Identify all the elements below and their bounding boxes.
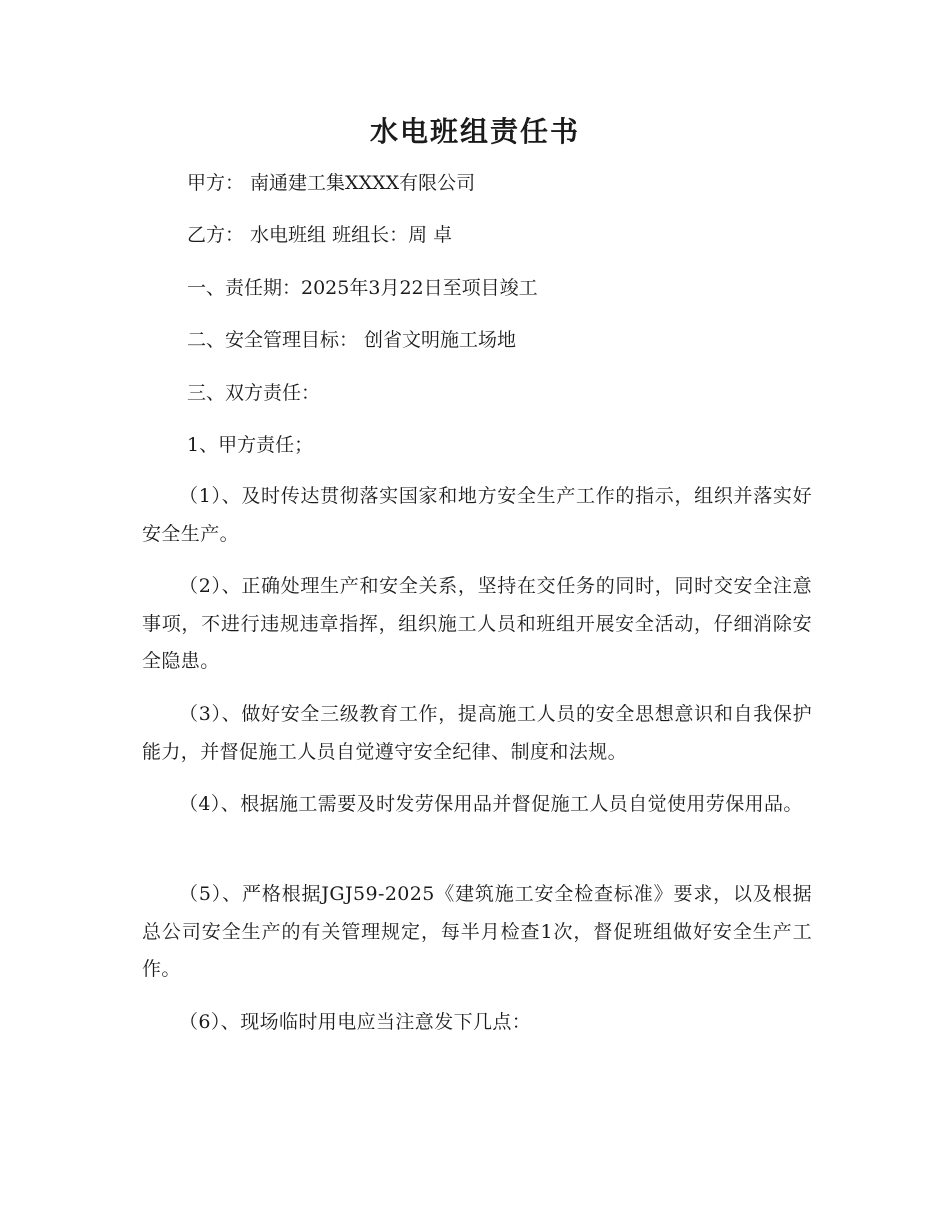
mutual-responsibilities-heading: 三、双方责任： [187, 382, 321, 404]
clause-1: （1）、及时传达贯彻落实国家和地方安全生产工作的指示，组织并落实好安全生产。 [142, 485, 812, 545]
clause-5: （5）、严格根据JGJ59-2025《建筑施工安全检查标准》要求，以及根据总公司安全生产的有关管理规定，每半月检查1次，督促班组做好安全生产工作。 [142, 883, 812, 980]
party-a-line: 甲方： 南通建工集XXXX有限公司 [187, 172, 476, 194]
party-b-line: 乙方： 水电班组 班组长：周 卓 [187, 224, 453, 246]
responsibility-period: 一、责任期：2025年3月22日至项目竣工 [187, 277, 538, 299]
clause-4: （4）、根据施工需要及时发劳保用品并督促施工人员自觉使用劳保用品。 [179, 793, 803, 815]
clause-3: （3）、做好安全三级教育工作，提高施工人员的安全思想意识和自我保护能力，并督促施工人员自觉遵守安全纪律、制度和法规。 [142, 703, 812, 763]
document-title: 水电班组责任书 [369, 115, 580, 148]
safety-goal: 二、安全管理目标： 创省文明施工场地 [187, 329, 517, 351]
clause-2: （2）、正确处理生产和安全关系，坚持在交任务的同时，同时交安全注意事项，不进行违规违章指挥，组织施工人员和班组开展安全活动，仔细消除安全隐患。 [142, 575, 812, 672]
party-a-responsibilities-heading: 1、甲方责任； [187, 434, 314, 456]
clause-6: （6）、现场临时用电应当注意发下几点： [179, 1011, 532, 1033]
